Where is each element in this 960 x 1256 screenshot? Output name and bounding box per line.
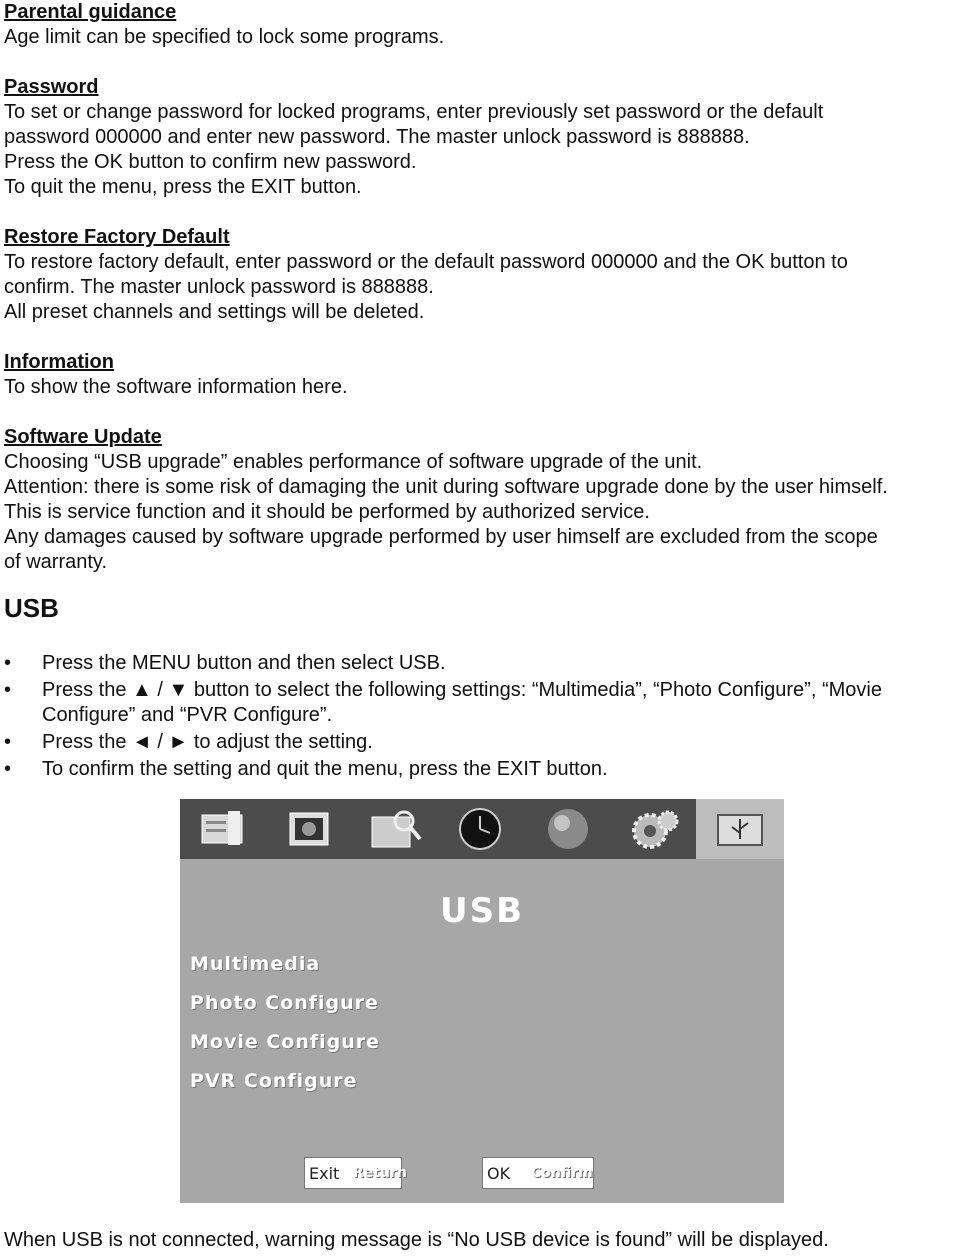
paragraph-line: password 000000 and enter new password. The master unlock password is 888888. [4,126,750,148]
bullet: • [4,731,12,753]
channel-icon[interactable] [198,807,250,851]
usb-section-title: USB [4,593,59,623]
usb-menu-screenshot [180,799,784,1203]
picture-icon[interactable] [284,807,336,851]
menu-item-pvr-configure[interactable]: PVR Configure [190,1070,358,1092]
heading-information: Information [4,351,114,373]
menu-item-movie-configure[interactable]: Movie Configure [190,1031,381,1053]
exit-return-button[interactable] [304,1157,407,1189]
menu-item-photo-configure[interactable]: Photo Configure [190,992,379,1014]
paragraph-line: Attention: there is some risk of damaging the unit during software upgrade done by the user himself. [4,476,888,498]
paragraph-line: This is service function and it should be performed by authorized service. [4,501,650,523]
document-body [4,0,956,575]
usb-instructions-list [4,651,956,784]
paragraph-line: To show the software information here. [4,376,348,398]
ok-label: Confirm [531,1165,593,1181]
clock-icon[interactable] [454,807,506,851]
paragraph-line: confirm. The master unlock password is 888888. [4,276,434,298]
settings-icon[interactable] [628,807,680,851]
bullet: • [4,652,12,674]
paragraph-line: To restore factory default, enter password or the default password 000000 and the OK button to [4,251,848,273]
exit-label: Return [353,1165,407,1181]
globe-icon[interactable] [542,807,594,851]
heading-software-update: Software Update [4,426,162,448]
list-item: • Press the ▲ / ▼ button to select the following settings: “Multimedia”, “Photo Configure”, “Movie Configure” and “PVR Configure”. [4,679,882,726]
usb-icon[interactable] [714,807,766,851]
list-item: • To confirm the setting and quit the menu, press the EXIT button. [4,758,608,780]
paragraph-line: To quit the menu, press the EXIT button. [4,176,362,198]
list-item: • Press the MENU button and then select USB. [4,652,446,674]
paragraph-line: All preset channels and settings will be deleted. [4,301,425,323]
bullet: • [4,679,12,701]
heading-parental-guidance: Parental guidance [4,1,177,23]
bullet: • [4,758,12,780]
menu-icon-bar [180,799,784,859]
ok-confirm-button[interactable] [482,1157,594,1189]
list-item: • Press the ◄ / ► to adjust the setting. [4,731,373,753]
menu-item-multimedia[interactable]: Multimedia [190,953,321,975]
heading-restore-factory-default: Restore Factory Default [4,226,230,248]
paragraph-line: To set or change password for locked programs, enter previously set password or the default [4,101,824,123]
exit-key: Exit [309,1163,340,1183]
paragraph-line: Any damages caused by software upgrade performed by user himself are excluded from the scope [4,526,878,548]
menu-title: USB [439,891,524,931]
sound-icon[interactable] [370,807,422,851]
ok-key: OK [487,1163,511,1183]
heading-password: Password [4,76,99,98]
paragraph-line: Choosing “USB upgrade” enables performance of software upgrade of the unit. [4,451,703,473]
paragraph-line: Age limit can be specified to lock some programs. [4,26,445,48]
paragraph-line: of warranty. [4,551,107,573]
paragraph-line: Press the OK button to confirm new password. [4,151,417,173]
footer-note: When USB is not connected, warning message is “No USB device is found” will be displayed. [4,1229,829,1251]
